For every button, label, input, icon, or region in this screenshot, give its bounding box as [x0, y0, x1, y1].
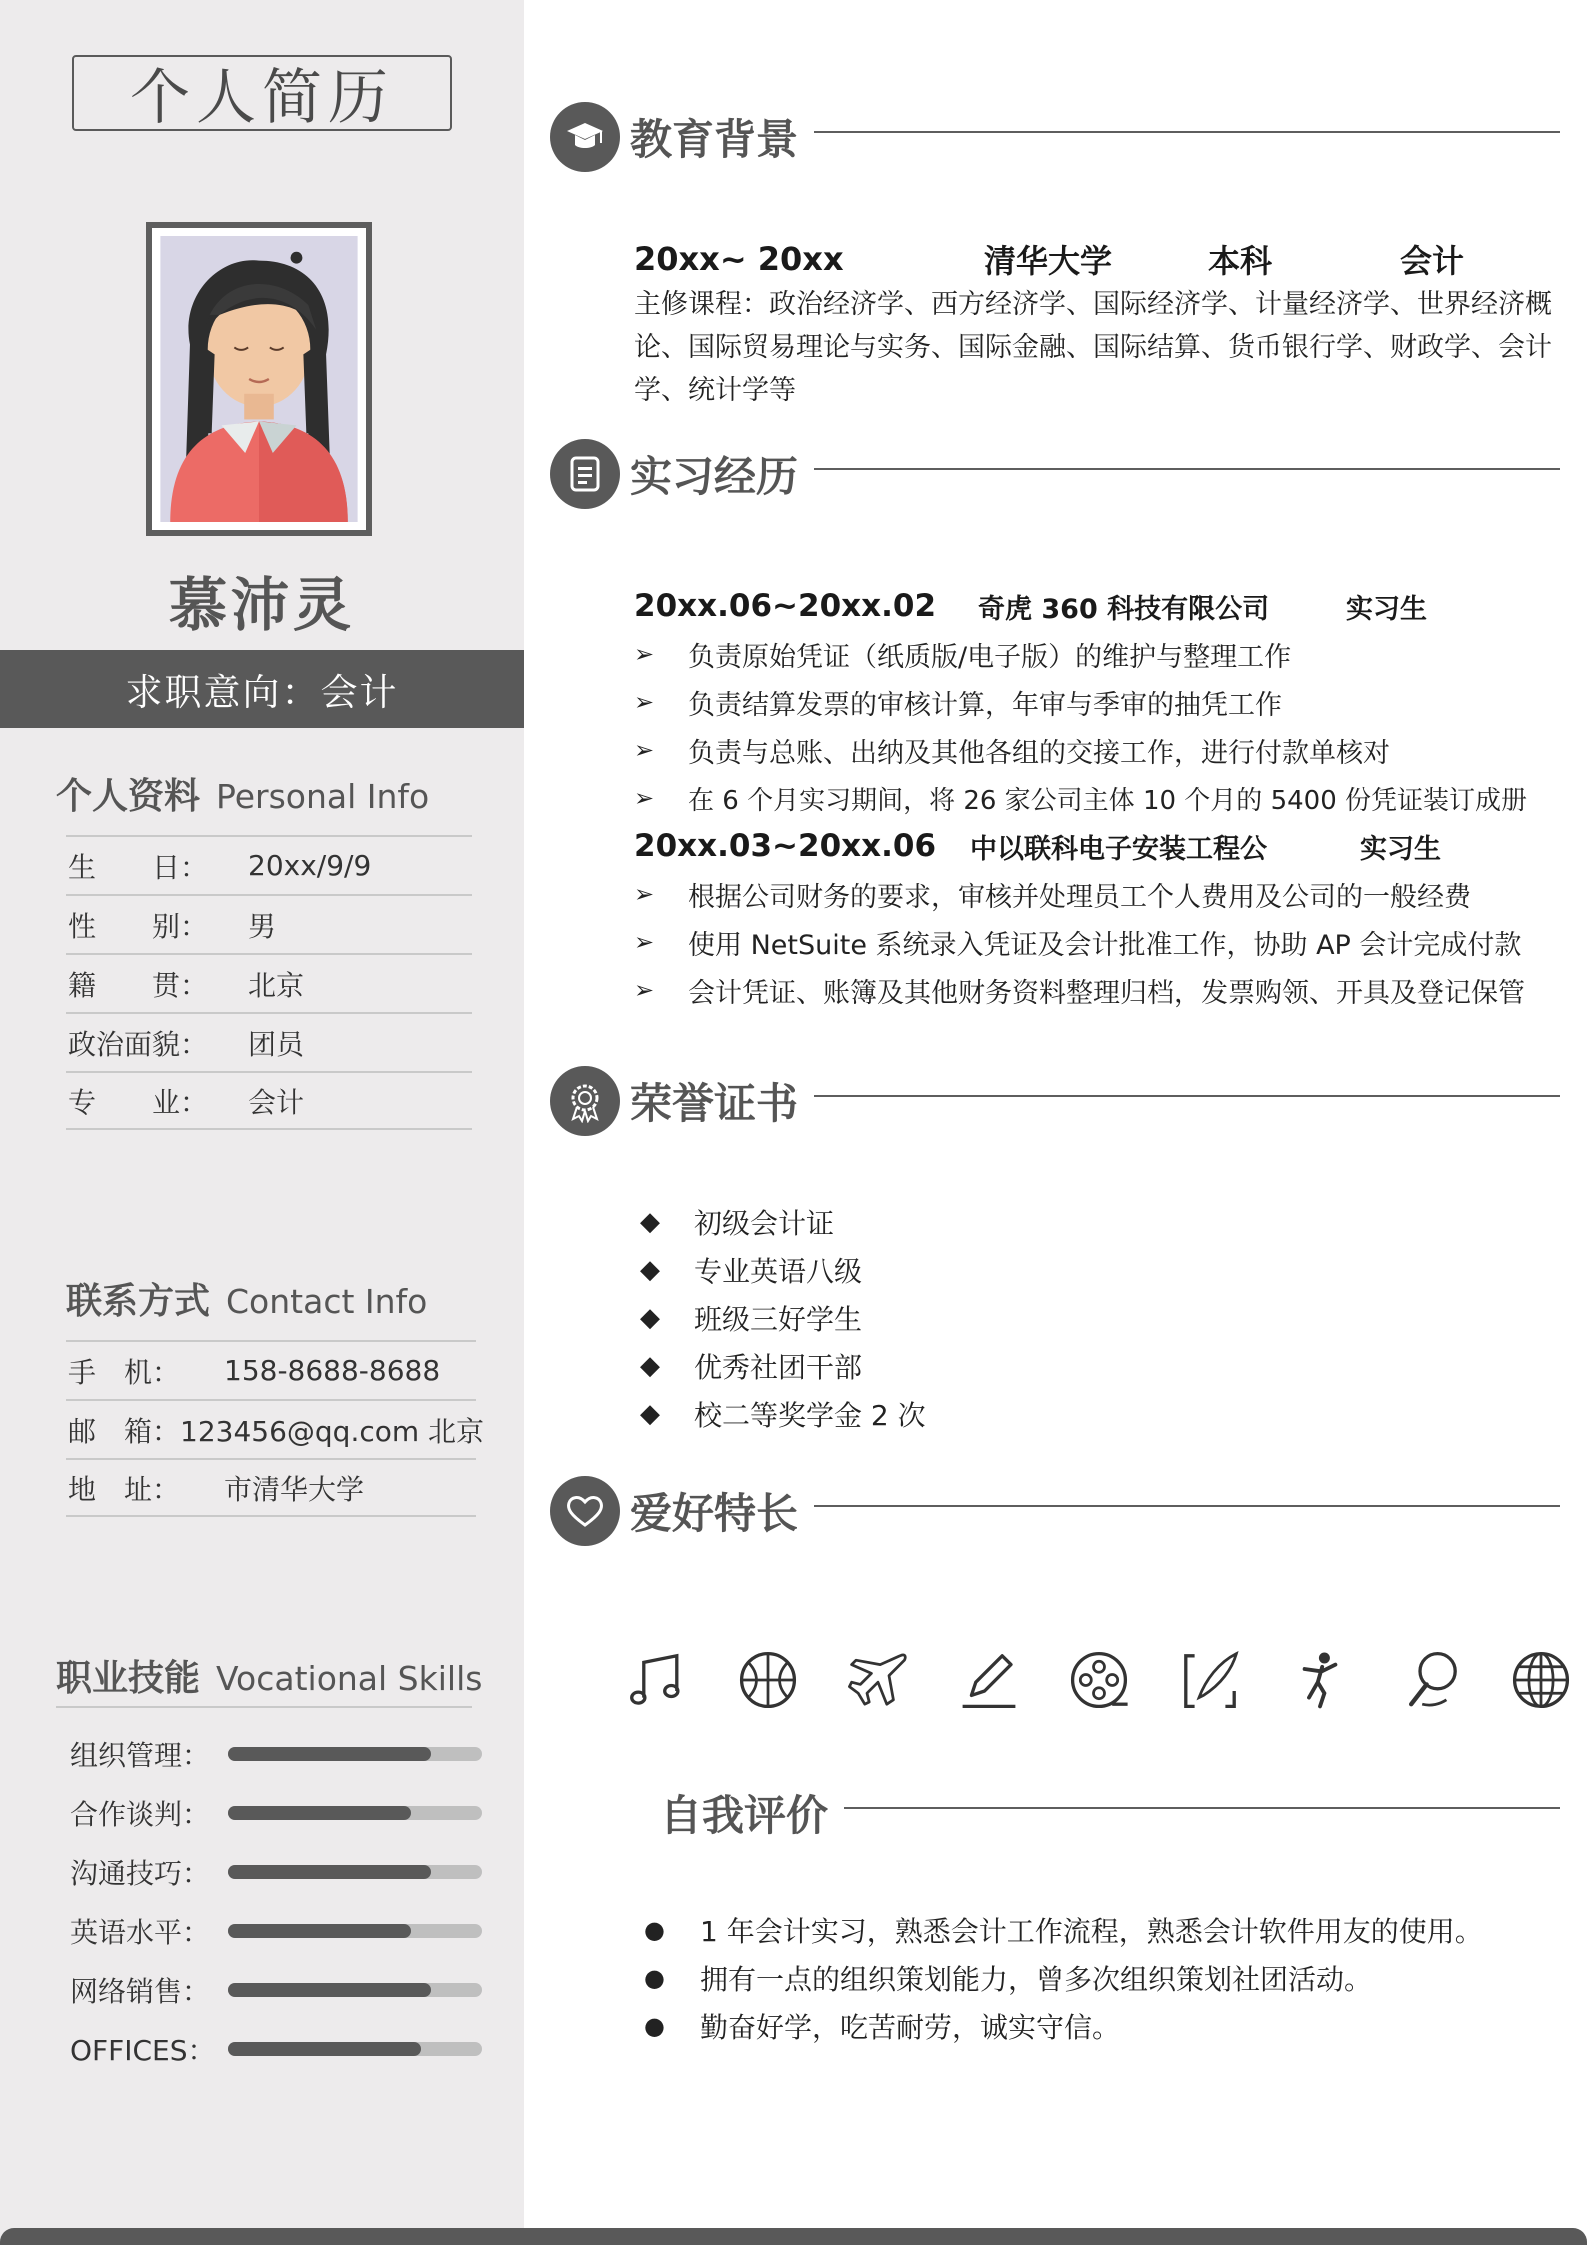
hobbies-section-header: [550, 1474, 1560, 1548]
job-bullet: [634, 870, 1584, 918]
skill-row: [70, 1960, 490, 2019]
skills-divider: [56, 1706, 472, 1708]
education-title: 教育背景: [630, 115, 799, 164]
globe-icon: [1508, 1647, 1574, 1713]
personal-info-heading-en: Personal Info: [216, 777, 430, 816]
section-divider: [844, 1807, 1560, 1809]
pen-icon: [956, 1647, 1022, 1713]
skill-bar-track: [228, 1806, 482, 1820]
bullet-text: 使用 NetSuite 系统录入凭证及会计批准工作，协助 AP 会计完成付款: [688, 929, 1522, 961]
list-item: [634, 1198, 1554, 1246]
eval-text: 拥有一点的组织策划能力，曾多次组织策划社团活动。: [700, 1963, 1373, 1996]
dot-bullet-icon: ●: [644, 1916, 665, 1944]
honor-text: 初级会计证: [694, 1207, 835, 1240]
job-period: 20xx.03~20xx.06: [634, 828, 937, 864]
arrow-bullet-icon: ➢: [634, 880, 655, 908]
music-icon: [624, 1647, 690, 1713]
dance-icon: [1287, 1647, 1353, 1713]
list-item: [634, 1954, 1554, 2002]
bullet-text: 根据公司财务的要求，审核并处理员工个人费用及公司的一般经费: [688, 881, 1471, 913]
email-value: 123456@qq.com 北京: [180, 1414, 485, 1448]
self-eval-list: [634, 1906, 1554, 2050]
honor-text: 班级三好学生: [694, 1303, 863, 1336]
diamond-bullet-icon: ◆: [640, 1351, 660, 1381]
arrow-bullet-icon: ➢: [634, 784, 655, 812]
film-reel-icon: [1066, 1647, 1132, 1713]
job-company: 中以联科电子安装工程公: [970, 833, 1267, 865]
list-item: [634, 1906, 1554, 1954]
skills-heading: [56, 1650, 482, 1701]
skill-bar-fill: [228, 1806, 411, 1820]
skill-bar-fill: [228, 2042, 421, 2056]
arrow-bullet-icon: ➢: [634, 976, 655, 1004]
education-courses: 主修课程：政治经济学、西方经济学、国际经济学、计量经济学、世界经济概论、国际贸易理论与实务、国际金融、国际结算、货币银行学、财政学、会计学、统计学等: [634, 289, 1552, 406]
bullet-text: 负责结算发票的审核计算，年审与季审的抽凭工作: [688, 689, 1282, 721]
basketball-icon: [735, 1647, 801, 1713]
eval-text: 1 年会计实习，熟悉会计工作流程，熟悉会计软件用友的使用。: [700, 1915, 1483, 1948]
info-label: 地 址：: [68, 1472, 181, 1506]
contact-row-email: [66, 1399, 485, 1458]
skill-bar-track: [228, 1924, 482, 1938]
section-divider: [814, 1505, 1560, 1507]
skills-list: [70, 1724, 490, 2078]
dot-bullet-icon: ●: [644, 2012, 665, 2040]
job-header-row: [634, 582, 1584, 630]
job-bullet: [634, 966, 1584, 1014]
diamond-bullet-icon: ◆: [640, 1399, 660, 1429]
info-label: 籍 贯：: [68, 968, 209, 1002]
internship-section-header: [550, 437, 1560, 511]
honor-text: 校二等奖学金 2 次: [694, 1399, 926, 1432]
info-value: 团员: [248, 1027, 305, 1061]
section-divider: [814, 1095, 1560, 1097]
self-eval-section-header: [550, 1776, 1560, 1850]
skill-label: 合作谈判：: [70, 1797, 211, 1831]
info-row-major: [66, 1071, 472, 1130]
arrow-bullet-icon: ➢: [634, 928, 655, 956]
honors-list: [634, 1198, 1554, 1438]
contact-row-phone: [66, 1340, 476, 1399]
resume-title: 个人简历: [72, 55, 452, 131]
contact-row-address: [66, 1458, 476, 1517]
info-row-political-status: [66, 1012, 472, 1071]
skill-bar-track: [228, 1865, 482, 1879]
hobbies-title: 爱好特长: [630, 1489, 799, 1538]
skill-row: [70, 1901, 490, 1960]
bullet-text: 会计凭证、账簿及其他财务资料整理归档，发票购领、开具及登记保管: [688, 977, 1525, 1009]
job-header-row: [634, 822, 1584, 870]
footer-bar: [0, 2228, 1587, 2245]
job-role: 实习生: [1360, 833, 1441, 865]
job-bullet: [634, 918, 1584, 966]
education-period: 20xx~ 20xx: [634, 240, 844, 278]
eval-text: 勤奋好学，吃苦耐劳，诚实守信。: [700, 2011, 1121, 2044]
info-row-hometown: [66, 953, 472, 1012]
section-divider: [814, 468, 1560, 470]
skill-label: 组织管理：: [70, 1738, 211, 1772]
contact-info-heading-en: Contact Info: [226, 1282, 428, 1321]
skill-row: [70, 2019, 490, 2078]
education-school: 清华大学: [984, 242, 1113, 280]
job-role: 实习生: [1346, 593, 1427, 625]
main-content: [524, 0, 1587, 2245]
skill-bar-fill: [228, 1865, 431, 1879]
info-row-gender: [66, 894, 472, 953]
award-badge-icon: [550, 1066, 620, 1136]
skills-heading-en: Vocational Skills: [216, 1659, 483, 1698]
education-section-header: [550, 100, 1560, 174]
job-bullet: [634, 630, 1584, 678]
contact-info-heading: [66, 1273, 427, 1324]
skill-row: [70, 1842, 490, 1901]
airplane-icon: [845, 1647, 911, 1713]
job-bullet: [634, 726, 1584, 774]
list-item: [634, 1390, 1554, 1438]
avatar-illustration: [160, 236, 358, 522]
list-item: [634, 1246, 1554, 1294]
dot-bullet-icon: ●: [644, 1964, 665, 1992]
personal-info-table: [66, 835, 472, 1130]
heart-icon: [550, 1476, 620, 1546]
diamond-bullet-icon: ◆: [640, 1303, 660, 1333]
skill-bar-track: [228, 1747, 482, 1761]
graduation-cap-icon: [550, 102, 620, 172]
honor-text: 优秀社团干部: [694, 1351, 863, 1384]
job-period: 20xx.06~20xx.02: [634, 588, 937, 624]
hobby-icons-row: [624, 1640, 1574, 1720]
info-label: 手 机：: [68, 1355, 181, 1389]
info-value: 北京: [248, 968, 305, 1002]
internship-title: 实习经历: [630, 452, 799, 501]
skill-bar-track: [228, 1983, 482, 1997]
list-item: [634, 1294, 1554, 1342]
bullet-text: 在 6 个月实习期间，将 26 家公司主体 10 个月的 5400 份凭证装订成册: [688, 785, 1527, 816]
info-label: 性 别：: [68, 909, 209, 943]
contact-info-heading-cn: 联系方式: [66, 1281, 211, 1322]
diamond-bullet-icon: ◆: [640, 1255, 660, 1285]
education-major: 会计: [1400, 242, 1465, 280]
list-item: [634, 1342, 1554, 1390]
skills-heading-cn: 职业技能: [56, 1658, 201, 1699]
info-label: 生 日：: [68, 850, 209, 884]
self-eval-title: 自我评价: [660, 1791, 829, 1840]
info-label: 政治面貌：: [68, 1027, 209, 1061]
skill-bar-fill: [228, 1924, 411, 1938]
skill-label: 网络销售：: [70, 1974, 211, 2008]
writing-icon: [1177, 1647, 1243, 1713]
arrow-bullet-icon: ➢: [634, 736, 655, 764]
honor-text: 专业英语八级: [694, 1255, 863, 1288]
info-row-birthday: [66, 835, 472, 894]
skill-bar-fill: [228, 1747, 431, 1761]
job-intent: 求职意向：会计: [0, 650, 524, 728]
document-icon: [550, 439, 620, 509]
address-value: 市清华大学: [224, 1472, 365, 1506]
honors-title: 荣誉证书: [630, 1079, 799, 1128]
skill-bar-track: [228, 2042, 482, 2056]
candidate-name: 慕沛灵: [168, 571, 355, 639]
education-block: [634, 235, 1554, 412]
info-value: 20xx/9/9: [248, 849, 372, 882]
info-value: 会计: [248, 1085, 305, 1119]
skill-label: 英语水平：: [70, 1915, 211, 1949]
info-label: 专 业：: [68, 1085, 209, 1119]
education-header-row: [634, 235, 1554, 283]
profile-photo: [146, 222, 372, 536]
internship-block: [634, 582, 1584, 1014]
arrow-bullet-icon: ➢: [634, 640, 655, 668]
contact-info-table: [66, 1340, 485, 1517]
personal-info-heading-cn: 个人资料: [56, 776, 201, 817]
skill-bar-fill: [228, 1983, 431, 1997]
skill-label: 沟通技巧：: [70, 1856, 211, 1890]
education-degree: 本科: [1208, 242, 1273, 280]
badminton-icon: [1398, 1647, 1464, 1713]
job-company: 奇虎 360 科技有限公司: [978, 593, 1270, 625]
bullet-text: 负责与总账、出纳及其他各组的交接工作，进行付款单核对: [688, 737, 1390, 769]
section-divider: [814, 131, 1560, 133]
info-value: 男: [248, 909, 277, 943]
job-bullet: [634, 678, 1584, 726]
info-label: 邮 箱：: [68, 1414, 181, 1448]
skill-row: [70, 1783, 490, 1842]
list-item: [634, 2002, 1554, 2050]
job-bullet: [634, 774, 1584, 822]
bullet-text: 负责原始凭证（纸质版/电子版）的维护与整理工作: [688, 641, 1292, 673]
phone-value: 158-8688-8688: [224, 1354, 441, 1387]
sidebar: [0, 0, 524, 2245]
skill-label: OFFICES：: [70, 2033, 216, 2067]
diamond-bullet-icon: ◆: [640, 1207, 660, 1237]
personal-info-heading: [56, 768, 429, 819]
honors-section-header: [550, 1064, 1560, 1138]
arrow-bullet-icon: ➢: [634, 688, 655, 716]
skill-row: [70, 1724, 490, 1783]
